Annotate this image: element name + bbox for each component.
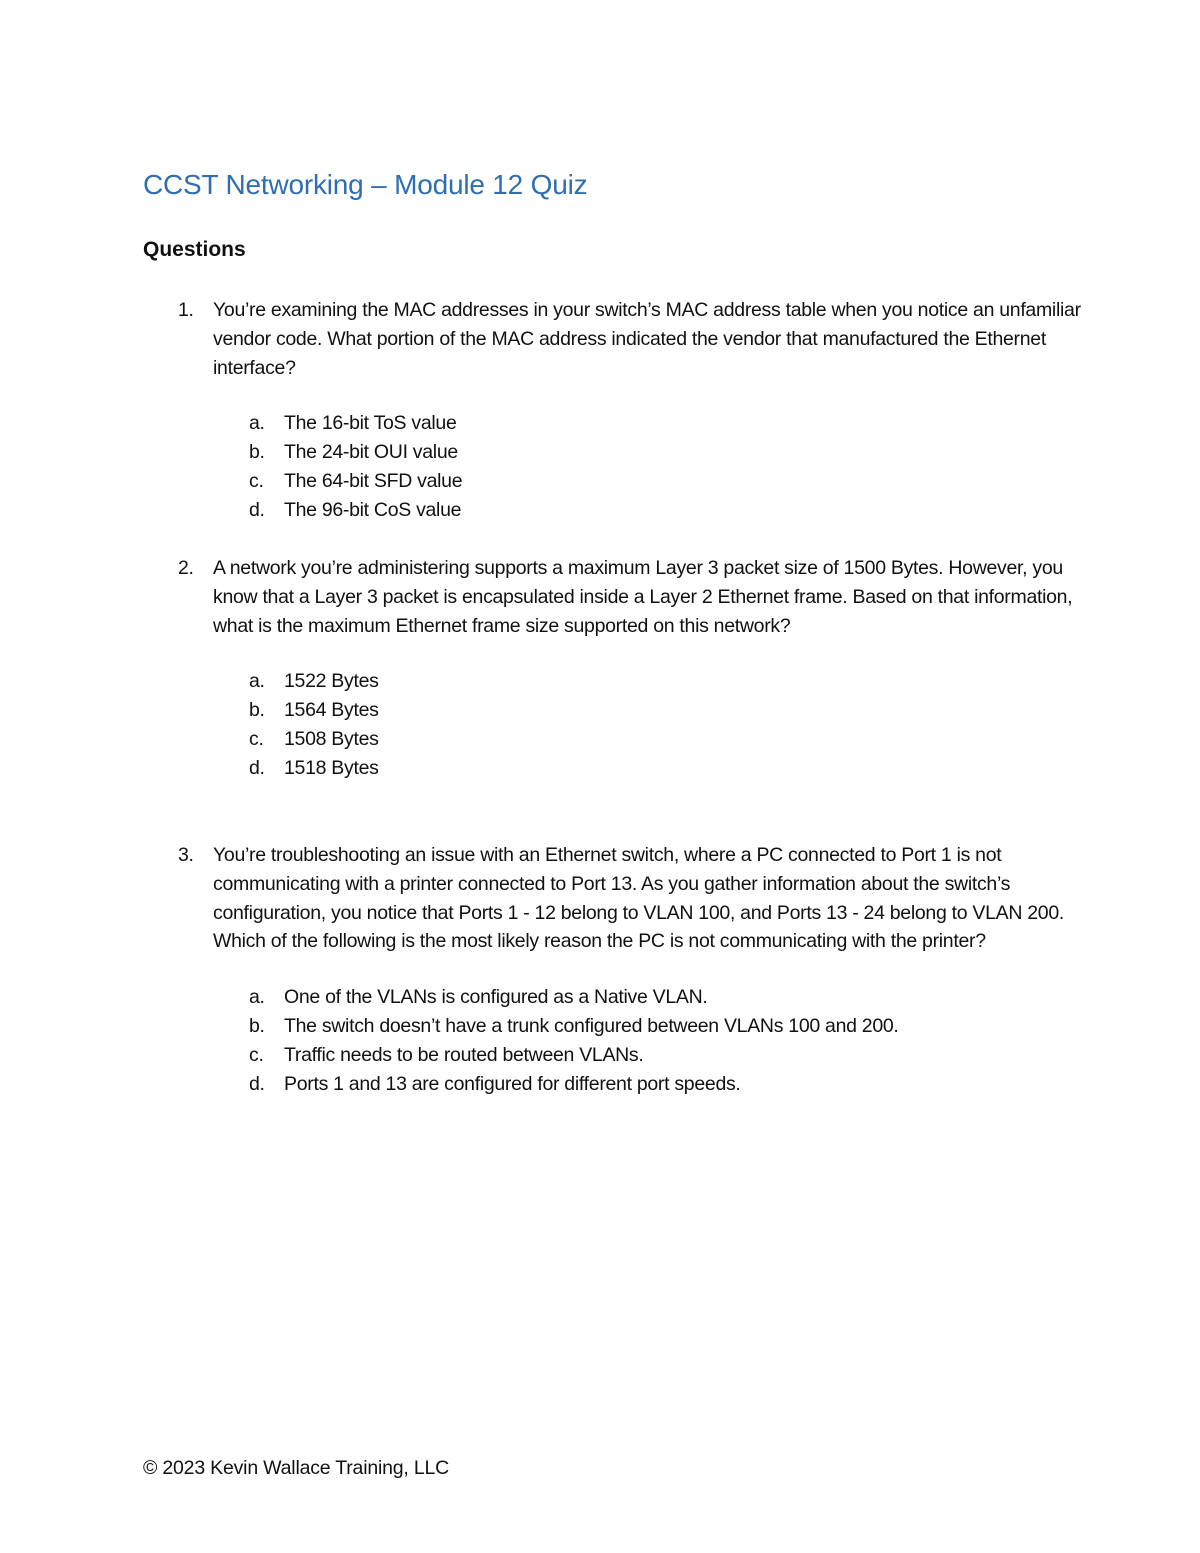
answer-options bbox=[143, 409, 1083, 524]
option-text: Ports 1 and 13 are configured for different port speeds. bbox=[284, 1072, 741, 1095]
option-letter: c. bbox=[249, 469, 264, 492]
answer-option-d bbox=[143, 1070, 1083, 1099]
option-text: The 64-bit SFD value bbox=[284, 469, 463, 492]
question-stem bbox=[143, 841, 1083, 956]
option-text: 1518 Bytes bbox=[284, 756, 379, 779]
question-text: A network you’re administering supports a maximum Layer 3 packet size of 1500 Bytes. However, you know that a Layer 3 packet is encapsulated inside a Layer 2 Ethernet frame. Based on that information, what is the maximum Ethernet frame size supported on this network? bbox=[213, 557, 1073, 637]
option-text: Traffic needs to be routed between VLANs. bbox=[284, 1043, 644, 1066]
answer-option-d bbox=[143, 754, 1083, 783]
question-text: You’re examining the MAC addresses in your switch’s MAC address table when you notice an unfamiliar vendor code. What portion of the MAC address indicated the vendor that manufactured the Ethernet interface? bbox=[213, 299, 1081, 379]
option-text: The 24-bit OUI value bbox=[284, 441, 458, 464]
answer-option-c bbox=[143, 1041, 1083, 1070]
answer-options bbox=[143, 983, 1083, 1098]
answer-option-b bbox=[143, 438, 1083, 467]
answer-option-c bbox=[143, 467, 1083, 496]
option-text: 1564 Bytes bbox=[284, 699, 379, 722]
option-text: The switch doesn’t have a trunk configured between VLANs 100 and 200. bbox=[284, 1014, 899, 1037]
option-letter: b. bbox=[249, 1014, 265, 1037]
option-text: The 96-bit CoS value bbox=[284, 498, 462, 521]
answer-option-d bbox=[143, 496, 1083, 525]
option-text: The 16-bit ToS value bbox=[284, 412, 457, 435]
question-3 bbox=[143, 841, 1083, 1098]
question-number: 1. bbox=[178, 299, 194, 321]
option-letter: a. bbox=[249, 412, 265, 435]
option-text: One of the VLANs is configured as a Native VLAN. bbox=[284, 986, 708, 1009]
answer-option-a bbox=[143, 409, 1083, 438]
answer-option-a bbox=[143, 983, 1083, 1012]
answer-option-c bbox=[143, 725, 1083, 754]
option-letter: c. bbox=[249, 727, 264, 750]
question-stem bbox=[143, 296, 1083, 382]
question-number: 3. bbox=[178, 844, 194, 866]
answer-option-b bbox=[143, 1012, 1083, 1041]
question-1 bbox=[143, 296, 1083, 525]
option-letter: d. bbox=[249, 1072, 265, 1095]
option-letter: d. bbox=[249, 498, 265, 521]
answer-option-b bbox=[143, 696, 1083, 725]
section-heading-questions: Questions bbox=[143, 238, 246, 261]
option-letter: d. bbox=[249, 756, 265, 779]
option-letter: a. bbox=[249, 670, 265, 693]
copyright-footer: © 2023 Kevin Wallace Training, LLC bbox=[143, 1457, 450, 1479]
question-2 bbox=[143, 554, 1083, 783]
page-title: CCST Networking – Module 12 Quiz bbox=[143, 169, 588, 200]
option-text: 1508 Bytes bbox=[284, 727, 379, 750]
question-text: You’re troubleshooting an issue with an Ethernet switch, where a PC connected to Port 1 is not communicating with a printer connected to Port 13. As you gather information about the switch’s configuration, you notice that Ports 1 - 12 belong to VLAN 100, and Ports 13 - 24 belong to VLAN 200. Which of the following is the most likely reason the PC is not communicating with the printer? bbox=[213, 844, 1065, 953]
option-letter: b. bbox=[249, 441, 265, 464]
option-letter: c. bbox=[249, 1043, 264, 1066]
option-letter: b. bbox=[249, 699, 265, 722]
option-text: 1522 Bytes bbox=[284, 670, 379, 693]
answer-option-a bbox=[143, 667, 1083, 696]
answer-options bbox=[143, 667, 1083, 782]
option-letter: a. bbox=[249, 986, 265, 1009]
question-stem bbox=[143, 554, 1083, 640]
question-number: 2. bbox=[178, 557, 194, 579]
